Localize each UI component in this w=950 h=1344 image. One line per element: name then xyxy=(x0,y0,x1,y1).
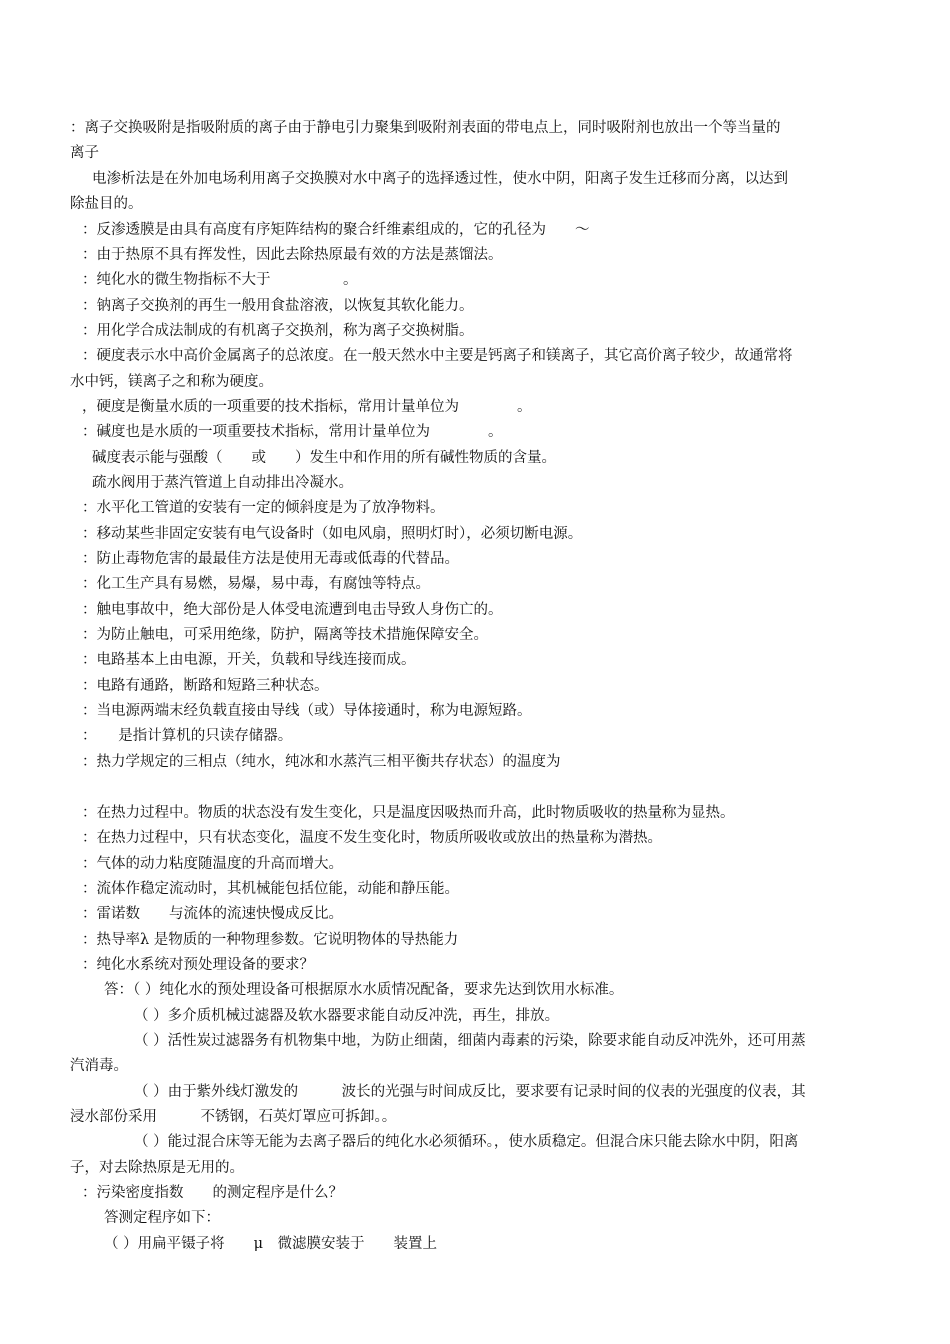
text-line: ：电路有通路，断路和短路三种状态。 xyxy=(82,678,329,694)
text-line: 疏水阀用于蒸汽管道上自动排出冷凝水。 xyxy=(92,475,353,491)
text-line: ：碱度也是水质的一项重要技术指标，常用计量单位为 。 xyxy=(82,424,503,440)
text-line: ：纯化水系统对预处理设备的要求？ xyxy=(82,957,314,973)
text-line: 子，对去除热原是无用的。 xyxy=(70,1160,244,1176)
text-line: ：化工生产具有易燃，易爆，易中毒，有腐蚀等特点。 xyxy=(82,576,430,592)
text-line: ：在热力过程中。物质的状态没有发生变化，只是温度因吸热而升高，此时物质吸收的热量称为显热。 xyxy=(82,805,735,821)
text-line: ：移动某些非固定安装有电气设备时（如电风扇，照明灯时），必须切断电源。 xyxy=(82,526,583,542)
text-line: （ ）由于紫外线灯激发的 波长的光强与时间成反比，要求要有记录时间的仪表的光强度的仪表，其 xyxy=(134,1084,806,1100)
text-line: ：钠离子交换剂的再生一般用食盐溶液，以恢复其软化能力。 xyxy=(82,298,474,314)
text-line: 浸水部份采用 不锈钢，石英灯罩应可拆卸。。 xyxy=(70,1109,397,1125)
text-line: ：防止毒物危害的最最佳方法是使用无毒或低毒的代替品。 xyxy=(82,551,459,567)
text-line: ：当电源两端末经负载直接由导线（或）导体接通时，称为电源短路。 xyxy=(82,703,532,719)
text-line: ：为防止触电，可采用绝缘，防护，隔离等技术措施保障安全。 xyxy=(82,627,488,643)
text-line: ：在热力过程中，只有状态变化，温度不发生变化时，物质所吸收或放出的热量称为潜热。 xyxy=(82,830,662,846)
text-line: 离子 xyxy=(70,145,99,161)
text-line: 汽消毒。 xyxy=(70,1058,128,1074)
text-line: ：热力学规定的三相点（纯水，纯冰和水蒸汽三相平衡共存状态）的温度为 xyxy=(82,754,561,770)
text-line: 除盐目的。 xyxy=(70,196,143,212)
text-line: ：雷诺数 与流体的流速快慢成反比。 xyxy=(82,906,343,922)
text-line: ：污染密度指数 的测定程序是什么？ xyxy=(82,1185,343,1201)
text-line: 答：（ ）纯化水的预处理设备可根据原水水质情况配备，要求先达到饮用水标准。 xyxy=(104,982,624,998)
text-line: ，硬度是衡量水质的一项重要的技术指标，常用计量单位为 。 xyxy=(82,399,532,415)
text-line: ：流体作稳定流动时，其机械能包括位能，动能和静压能。 xyxy=(82,881,459,897)
text-line: ：触电事故中，绝大部份是人体受电流遭到电击导致人身伤亡的。 xyxy=(82,602,503,618)
text-line: ： 是指计算机的只读存储器。 xyxy=(82,728,293,744)
text-line: 碱度表示能与强酸（ 或 ）发生中和作用的所有碱性物质的含量。 xyxy=(92,450,556,466)
text-line: ：水平化工管道的安装有一定的倾斜度是为了放净物料。 xyxy=(82,500,445,516)
text-line: ：气体的动力粘度随温度的升高而增大。 xyxy=(82,856,343,872)
text-line: ：反渗透膜是由具有高度有序矩阵结构的聚合纤维素组成的，它的孔径为 ～ xyxy=(82,222,590,238)
text-line: （ ）多介质机械过滤器及软水器要求能自动反冲洗，再生，排放。 xyxy=(134,1008,560,1024)
text-line: ：热导率λ 是物质的一种物理参数。它说明物体的导热能力 xyxy=(82,932,459,948)
text-line: ：纯化水的微生物指标不大于 。 xyxy=(82,272,358,288)
text-line: （ ）用扁平镊子将 μ 微滤膜安装于 装置上 xyxy=(104,1236,438,1252)
text-line: 水中钙，镁离子之和称为硬度。 xyxy=(70,374,273,390)
text-line: 答测定程序如下： xyxy=(104,1210,220,1226)
text-line: 电渗析法是在外加电场利用离子交换膜对水中离子的选择透过性，使水中阴，阳离子发生迁移而分离，以达到 xyxy=(92,171,788,187)
text-line: ：硬度表示水中高价金属离子的总浓度。在一般天然水中主要是钙离子和镁离子，其它高价离子较少，故通常将 xyxy=(82,348,793,364)
text-line: ：用化学合成法制成的有机离子交换剂，称为离子交换树脂。 xyxy=(82,323,474,339)
text-line: ：离子交换吸附是指吸附质的离子由于静电引力聚集到吸附剂表面的带电点上，同时吸附剂也放出一个等当量的 xyxy=(70,120,781,136)
text-line: ：由于热原不具有挥发性，因此去除热原最有效的方法是蒸馏法。 xyxy=(82,247,503,263)
text-line: （ ）活性炭过滤器务有机物集中地，为防止细菌，细菌内毒素的污染，除要求能自动反冲洗外，还可用蒸 xyxy=(134,1033,806,1049)
text-line: （ ）能过混合床等无能为去离子器后的纯化水必须循环。，使水质稳定。但混合床只能去除水中阴，阳离 xyxy=(134,1134,799,1150)
text-line: ：电路基本上由电源，开关，负载和导线连接而成。 xyxy=(82,652,416,668)
